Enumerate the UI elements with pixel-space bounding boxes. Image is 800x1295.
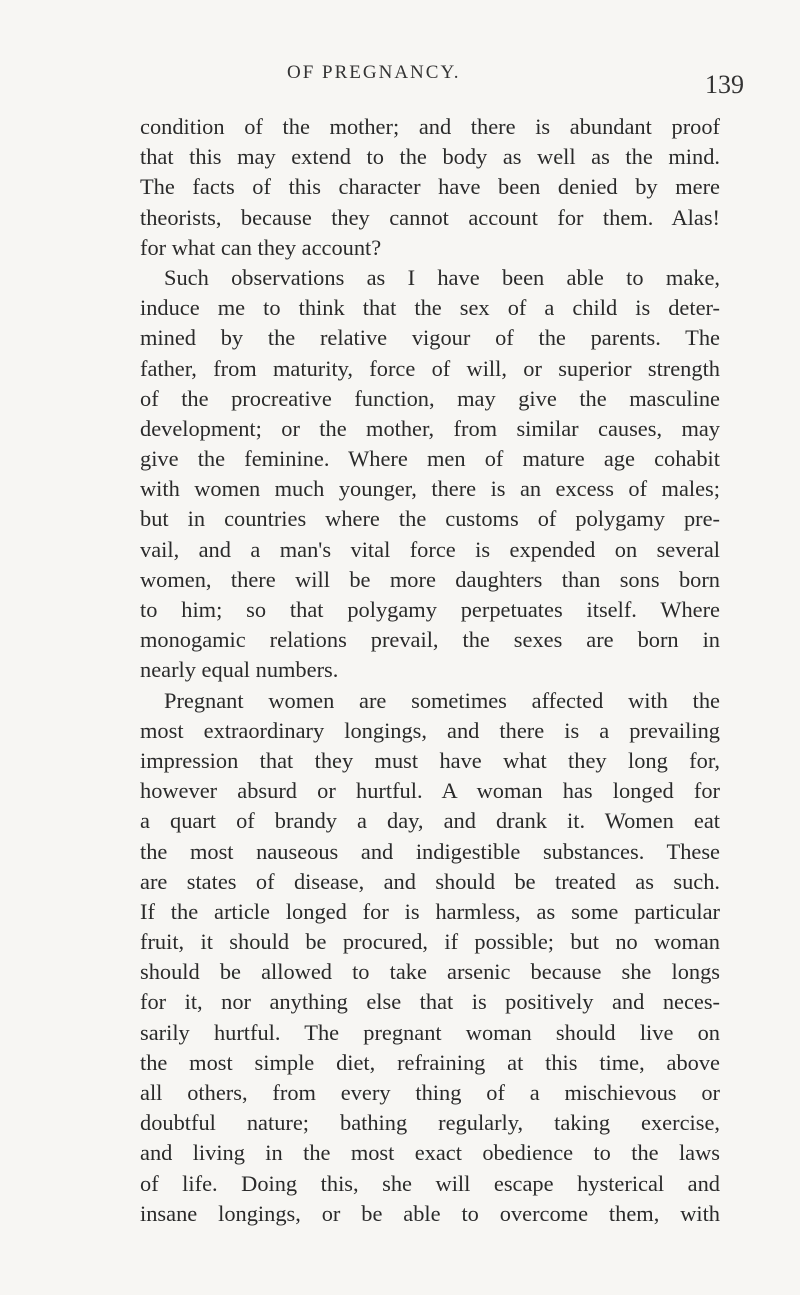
text-line: insane longings, or be able to overcome them, with bbox=[140, 1200, 720, 1226]
text-line: fruit, it should be procured, if possible; but no woman bbox=[140, 929, 720, 955]
text-line: sarily hurtful. The pregnant woman should live on bbox=[140, 1019, 720, 1045]
text-line: Pregnant women are sometimes affected with the bbox=[164, 687, 720, 713]
text-line: women, there will be more daughters than sons born bbox=[140, 566, 720, 592]
text-line: of life. Doing this, she will escape hysterical and bbox=[140, 1170, 720, 1196]
text-line: for it, nor anything else that is positively and neces- bbox=[140, 989, 720, 1015]
text-line: a quart of brandy a day, and drank it. Women eat bbox=[140, 808, 720, 834]
text-line: If the article longed for is harmless, as some particular bbox=[140, 898, 720, 924]
text-line: condition of the mother; and there is abundant proof bbox=[140, 114, 720, 139]
text-line: most extraordinary longings, and there is a prevailing bbox=[140, 717, 720, 743]
text-line: doubtful nature; bathing regularly, taking exercise, bbox=[140, 1110, 720, 1136]
text-line: however absurd or hurtful. A woman has longed for bbox=[140, 778, 720, 804]
text-line: impression that they must have what they long for, bbox=[140, 747, 720, 773]
text-line: father, from maturity, force of will, or superior strength bbox=[140, 355, 720, 381]
text-line: with women much younger, there is an excess of males; bbox=[140, 476, 720, 502]
text-line: the most nauseous and indigestible substances. These bbox=[140, 838, 720, 864]
text-line: mined by the relative vigour of the parents. The bbox=[140, 325, 720, 351]
text-line: The facts of this character have been denied by mere bbox=[140, 174, 720, 200]
text-line: vail, and a man's vital force is expended on several bbox=[140, 536, 720, 562]
text-line: nearly equal numbers. bbox=[140, 657, 339, 683]
text-line: and living in the most exact obedience to the laws bbox=[140, 1140, 720, 1166]
text-line: to him; so that polygamy perpetuates itself. Where bbox=[140, 597, 720, 622]
body-text bbox=[140, 112, 720, 1229]
page-number: 139 bbox=[705, 70, 744, 99]
text-line: but in countries where the customs of polygamy pre- bbox=[140, 506, 720, 532]
text-line: give the feminine. Where men of mature age cohabit bbox=[140, 446, 720, 472]
text-line: Such observations as I have been able to make, bbox=[164, 264, 720, 290]
text-line: of the procreative function, may give the masculine bbox=[140, 385, 720, 411]
text-line: the most simple diet, refraining at this time, above bbox=[140, 1049, 720, 1075]
text-line: for what can they account? bbox=[140, 234, 382, 260]
text-line: theorists, because they cannot account for them. Alas! bbox=[140, 204, 720, 230]
running-head: OF PREGNANCY. bbox=[287, 62, 461, 83]
text-line: that this may extend to the body as well as the mind. bbox=[140, 144, 720, 170]
text-line: are states of disease, and should be treated as such. bbox=[140, 868, 720, 894]
text-line: monogamic relations prevail, the sexes are born in bbox=[140, 627, 720, 653]
text-line: should be allowed to take arsenic because she longs bbox=[140, 959, 720, 985]
text-line: all others, from every thing of a mischievous or bbox=[140, 1080, 720, 1105]
text-line: development; or the mother, from similar causes, may bbox=[140, 415, 720, 441]
text-line: induce me to think that the sex of a child is deter- bbox=[140, 295, 720, 321]
